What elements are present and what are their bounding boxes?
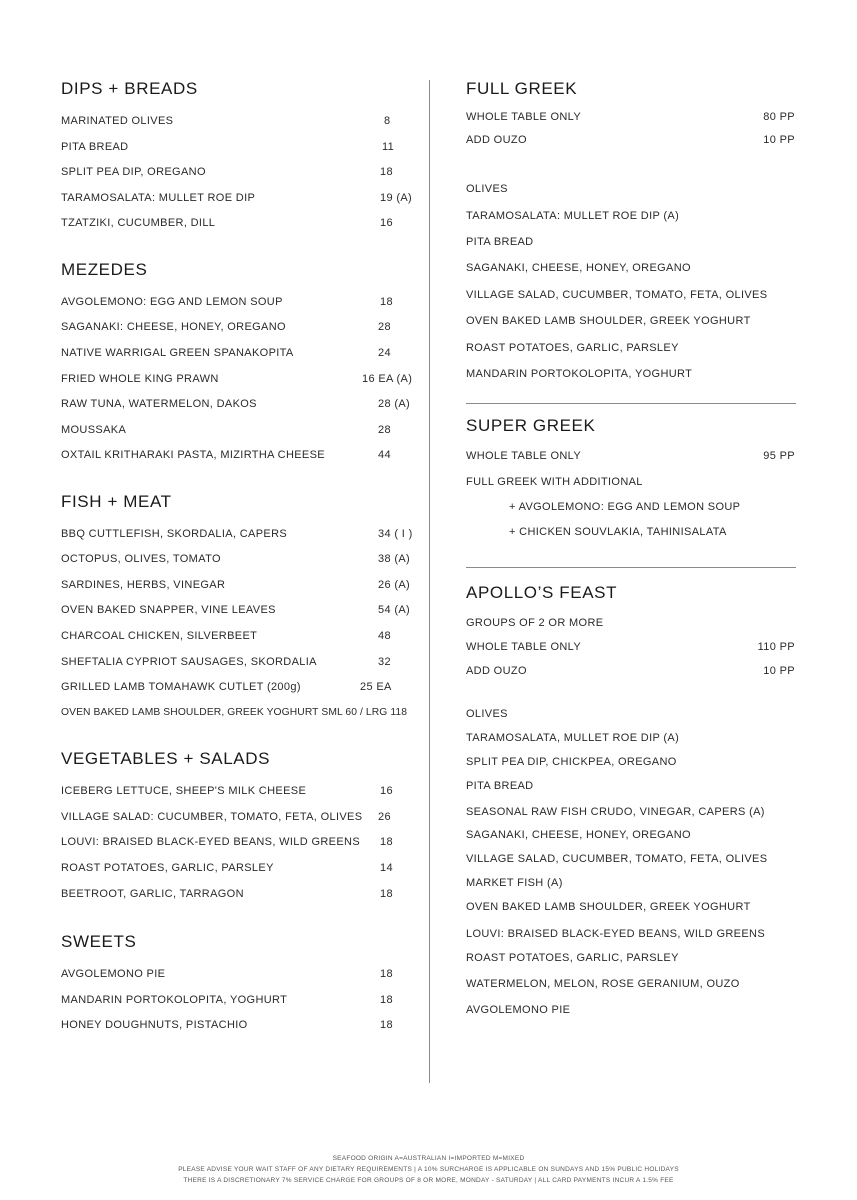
menu-price: 14 bbox=[380, 862, 393, 874]
course-item: PITA BREAD bbox=[466, 780, 534, 792]
menu-item: AVGOLEMONO: EGG AND LEMON SOUP bbox=[61, 296, 283, 308]
menu-item: RAW TUNA, WATERMELON, DAKOS bbox=[61, 398, 257, 410]
menu-item: OXTAIL KRITHARAKI PASTA, MIZIRTHA CHEESE bbox=[61, 449, 325, 461]
course-item: SEASONAL RAW FISH CRUDO, VINEGAR, CAPERS (A) bbox=[466, 806, 765, 818]
menu-item: PITA BREAD bbox=[61, 141, 129, 153]
menu-price: 16 bbox=[380, 785, 393, 797]
menu-price: 18 bbox=[380, 888, 393, 900]
menu-price: 18 bbox=[380, 1019, 393, 1031]
footer-seafood-origin: SEAFOOD ORIGIN A=AUSTRALIAN I=IMPORTED M=MIXED bbox=[332, 1155, 525, 1162]
course-item: SAGANAKI, CHEESE, HONEY, OREGANO bbox=[466, 262, 691, 274]
course-item: OLIVES bbox=[466, 183, 508, 195]
course-addition: + CHICKEN SOUVLAKIA, TAHINISALATA bbox=[509, 526, 727, 538]
menu-item: LOUVI: BRAISED BLACK-EYED BEANS, WILD GREENS bbox=[61, 836, 361, 848]
menu-item: OCTOPUS, OLIVES, TOMATO bbox=[61, 553, 221, 565]
menu-item: ROAST POTATOES, GARLIC, PARSLEY bbox=[61, 862, 274, 874]
menu-price: 44 bbox=[378, 449, 391, 461]
menu-price: 11 bbox=[382, 141, 395, 153]
menu-price: 38 (A) bbox=[378, 553, 411, 565]
section-title-mezedes: MEZEDES bbox=[61, 260, 148, 279]
set-menu-price: 10 PP bbox=[763, 665, 795, 677]
menu-price: 26 bbox=[378, 811, 391, 823]
set-menu-price: 110 PP bbox=[757, 641, 795, 653]
set-menu-option: ADD OUZO bbox=[466, 134, 527, 146]
menu-item: MOUSSAKA bbox=[61, 424, 127, 436]
course-item: OVEN BAKED LAMB SHOULDER, GREEK YOGHURT bbox=[466, 315, 751, 327]
course-item: OLIVES bbox=[466, 708, 508, 720]
menu-price: 28 bbox=[378, 424, 391, 436]
section-title-dips-breads: DIPS + BREADS bbox=[61, 79, 198, 98]
section-title-full-greek: FULL GREEK bbox=[466, 79, 578, 98]
course-item: PITA BREAD bbox=[466, 236, 534, 248]
menu-price: 18 bbox=[380, 296, 393, 308]
course-item: LOUVI: BRAISED BLACK-EYED BEANS, WILD GREENS bbox=[466, 928, 766, 940]
section-title-apollos-feast: APOLLO’S FEAST bbox=[466, 583, 618, 602]
menu-price: 18 bbox=[380, 968, 393, 980]
menu-item: TARAMOSALATA: MULLET ROE DIP bbox=[61, 192, 256, 204]
menu-price: 25 EA bbox=[360, 681, 392, 693]
menu-price: 32 bbox=[378, 656, 391, 668]
set-menu-option: WHOLE TABLE ONLY bbox=[466, 641, 582, 653]
set-menu-option: WHOLE TABLE ONLY bbox=[466, 111, 582, 123]
column-divider bbox=[429, 80, 430, 1083]
menu-price: 24 bbox=[378, 347, 391, 359]
menu-price: 28 bbox=[378, 321, 391, 333]
course-item: TARAMOSALATA, MULLET ROE DIP (A) bbox=[466, 732, 680, 744]
course-item: VILLAGE SALAD, CUCUMBER, TOMATO, FETA, OLIVES bbox=[466, 289, 768, 301]
set-menu-option: ADD OUZO bbox=[466, 665, 527, 677]
menu-item: ICEBERG LETTUCE, SHEEP'S MILK CHEESE bbox=[61, 785, 307, 797]
menu-price: 28 (A) bbox=[378, 398, 411, 410]
menu-price: 8 bbox=[384, 115, 391, 127]
menu-item: OVEN BAKED LAMB SHOULDER, GREEK YOGHURT SML 60 / LRG 118 bbox=[61, 707, 408, 718]
footer-dietary-note: PLEASE ADVISE YOUR WAIT STAFF OF ANY DIETARY REQUIREMENTS | A 10% SURCHARGE IS APPLICABLE ON SUNDAYS AND 15% PUBLIC HOLIDAYS bbox=[178, 1166, 679, 1173]
menu-item: NATIVE WARRIGAL GREEN SPANAKOPITA bbox=[61, 347, 294, 359]
menu-price: 18 bbox=[380, 836, 393, 848]
course-addition: + AVGOLEMONO: EGG AND LEMON SOUP bbox=[509, 501, 741, 513]
course-item: ROAST POTATOES, GARLIC, PARSLEY bbox=[466, 342, 679, 354]
menu-item: BBQ CUTTLEFISH, SKORDALIA, CAPERS bbox=[61, 528, 288, 540]
course-item: SAGANAKI, CHEESE, HONEY, OREGANO bbox=[466, 829, 691, 841]
section-rule bbox=[466, 403, 796, 404]
set-menu-price: 10 PP bbox=[763, 134, 795, 146]
course-item: WATERMELON, MELON, ROSE GERANIUM, OUZO bbox=[466, 978, 740, 990]
course-item: TARAMOSALATA: MULLET ROE DIP (A) bbox=[466, 210, 680, 222]
course-item: MANDARIN PORTOKOLOPITA, YOGHURT bbox=[466, 368, 693, 380]
menu-price: 18 bbox=[380, 994, 393, 1006]
menu-price: 16 bbox=[380, 217, 393, 229]
course-item: SPLIT PEA DIP, CHICKPEA, OREGANO bbox=[466, 756, 677, 768]
super-greek-intro: FULL GREEK WITH ADDITIONAL bbox=[466, 476, 643, 488]
menu-item: MANDARIN PORTOKOLOPITA, YOGHURT bbox=[61, 994, 288, 1006]
section-title-fish-meat: FISH + MEAT bbox=[61, 492, 172, 511]
menu-item: AVGOLEMONO PIE bbox=[61, 968, 166, 980]
course-item: ROAST POTATOES, GARLIC, PARSLEY bbox=[466, 952, 679, 964]
set-menu-price: 95 PP bbox=[763, 450, 795, 462]
course-item: AVGOLEMONO PIE bbox=[466, 1004, 571, 1016]
section-title-vegetables-salads: VEGETABLES + SALADS bbox=[61, 749, 271, 768]
menu-item: GRILLED LAMB TOMAHAWK CUTLET (200g) bbox=[61, 681, 301, 693]
set-menu-option: WHOLE TABLE ONLY bbox=[466, 450, 582, 462]
course-item: OVEN BAKED LAMB SHOULDER, GREEK YOGHURT bbox=[466, 901, 751, 913]
section-title-sweets: SWEETS bbox=[61, 932, 137, 951]
menu-item: VILLAGE SALAD: CUCUMBER, TOMATO, FETA, OLIVES bbox=[61, 811, 363, 823]
menu-price: 16 EA (A) bbox=[362, 373, 413, 385]
menu-item: TZATZIKI, CUCUMBER, DILL bbox=[61, 217, 216, 229]
feast-note: GROUPS OF 2 OR MORE bbox=[466, 617, 604, 629]
course-item: MARKET FISH (A) bbox=[466, 877, 563, 889]
course-item: VILLAGE SALAD, CUCUMBER, TOMATO, FETA, OLIVES bbox=[466, 853, 768, 865]
menu-price: 54 (A) bbox=[378, 604, 411, 616]
set-menu-price: 80 PP bbox=[763, 111, 795, 123]
section-rule bbox=[466, 567, 796, 568]
menu-item: SHEFTALIA CYPRIOT SAUSAGES, SKORDALIA bbox=[61, 656, 317, 668]
menu-item: BEETROOT, GARLIC, TARRAGON bbox=[61, 888, 244, 900]
menu-item: SPLIT PEA DIP, OREGANO bbox=[61, 166, 206, 178]
menu-price: 19 (A) bbox=[380, 192, 413, 204]
menu-item: OVEN BAKED SNAPPER, VINE LEAVES bbox=[61, 604, 276, 616]
menu-item: SARDINES, HERBS, VINEGAR bbox=[61, 579, 226, 591]
menu-item: FRIED WHOLE KING PRAWN bbox=[61, 373, 219, 385]
menu-item: SAGANAKI: CHEESE, HONEY, OREGANO bbox=[61, 321, 286, 333]
menu-price: 26 (A) bbox=[378, 579, 411, 591]
menu-price: 34 ( I ) bbox=[378, 528, 413, 540]
menu-item: MARINATED OLIVES bbox=[61, 115, 174, 127]
section-title-super-greek: SUPER GREEK bbox=[466, 416, 596, 435]
menu-item: HONEY DOUGHNUTS, PISTACHIO bbox=[61, 1019, 248, 1031]
menu-price: 18 bbox=[380, 166, 393, 178]
menu-price: 48 bbox=[378, 630, 391, 642]
footer-service-charge: THERE IS A DISCRETIONARY 7% SERVICE CHARGE FOR GROUPS OF 8 OR MORE, MONDAY - SATURDAY | ALL CARD PAYMENTS INCUR A 1.5% FEE bbox=[183, 1177, 674, 1184]
menu-item: CHARCOAL CHICKEN, SILVERBEET bbox=[61, 630, 258, 642]
